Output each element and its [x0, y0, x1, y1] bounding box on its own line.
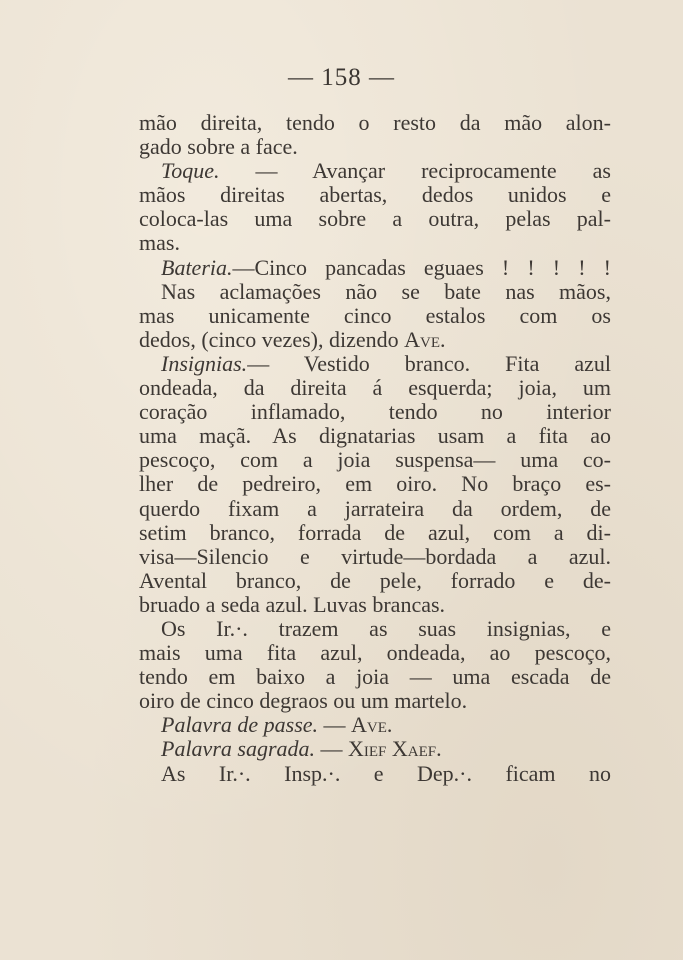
section-heading: Palavra sagrada. [161, 736, 315, 762]
text-line [139, 737, 611, 761]
text-line [139, 207, 611, 231]
text-line [139, 713, 611, 737]
text-run: oiro de cinco degraos ou um martelo. [139, 688, 468, 714]
text-run: tendo em baixo a joia — uma escada de [139, 664, 611, 690]
text-line [139, 183, 611, 207]
text-line [139, 593, 611, 617]
text-run: coloca-las uma sobre a outra, pelas pal- [139, 206, 611, 232]
text-run: coração inflamado, tendo no interior [139, 399, 611, 425]
text-line [139, 424, 611, 448]
text-run: ondeada, da direita á esquerda; joia, um [139, 375, 611, 401]
text-run: — Vestido branco. Fita azul [247, 350, 611, 376]
body-text [139, 111, 611, 786]
text-line [139, 111, 611, 135]
text-run: uma maçã. As dignatarias usam a fita ao [139, 423, 611, 449]
text-line [139, 304, 611, 328]
small-caps-word: Ave [351, 712, 387, 738]
section-heading: Bateria. [161, 254, 233, 280]
text-run: bruado a seda azul. Luvas brancas. [139, 591, 446, 617]
page-number: — 158 — [288, 64, 395, 91]
text-run: Avental branco, de pele, forrado e de- [139, 567, 611, 593]
text-run: mais uma fita azul, ondeada, ao pescoço, [139, 640, 611, 666]
text-line [139, 135, 611, 159]
text-line [139, 689, 611, 713]
section-heading: Toque. [161, 158, 220, 184]
text-line [139, 569, 611, 593]
text-line [139, 641, 611, 665]
text-run: Nas aclamações não se bate nas mãos, [161, 278, 611, 304]
text-line [139, 521, 611, 545]
section-heading: Insignias. [161, 350, 248, 376]
text-run: mas. [139, 230, 180, 256]
text-line [139, 376, 611, 400]
text-run: Os Ir.·. trazem as suas insignias, e [161, 615, 611, 641]
text-run: — [318, 712, 352, 738]
text-line [139, 400, 611, 424]
text-run: . [386, 712, 393, 738]
text-run: . [440, 326, 446, 352]
text-line [139, 545, 611, 569]
text-line [139, 231, 611, 255]
text-line [139, 448, 611, 472]
text-run: querdo fixam a jarrateira da ordem, de [139, 495, 611, 521]
text-run: As Ir.·. Insp.·. e Dep.·. ficam no [161, 760, 611, 786]
text-run: —Cinco pancadas eguaes ! ! ! ! ! [232, 254, 611, 280]
text-line [139, 256, 611, 280]
text-line [139, 617, 611, 641]
text-line [139, 328, 611, 352]
text-line [139, 159, 611, 183]
text-run: gado sobre a face. [139, 134, 298, 160]
text-line [139, 665, 611, 689]
text-run: visa—Silencio e virtude—bordada a azul. [139, 543, 611, 569]
small-caps-word: Ave [404, 326, 441, 352]
text-line [139, 497, 611, 521]
small-caps-word: Xief Xaef [348, 736, 437, 762]
text-line [139, 280, 611, 304]
text-run: lher de pedreiro, em oiro. No braço es- [139, 471, 611, 497]
section-heading: Palavra de passe. [161, 712, 319, 738]
text-run: dedos, (cinco vezes), dizendo [139, 326, 405, 352]
text-run: setim branco, forrada de azul, com a di- [139, 519, 611, 545]
text-run: mãos direitas abertas, dedos unidos e [139, 182, 611, 208]
text-run: . [436, 736, 442, 762]
text-line [139, 352, 611, 376]
text-run: mão direita, tendo o resto da mão alon- [139, 110, 611, 135]
text-line [139, 762, 611, 786]
text-run: mas unicamente cinco estalos com os [139, 302, 611, 328]
text-run: pescoço, com a joia suspensa— uma co- [139, 447, 611, 473]
text-run: — [315, 736, 348, 762]
text-line [139, 472, 611, 496]
text-run: — Avançar reciprocamente as [219, 158, 611, 184]
